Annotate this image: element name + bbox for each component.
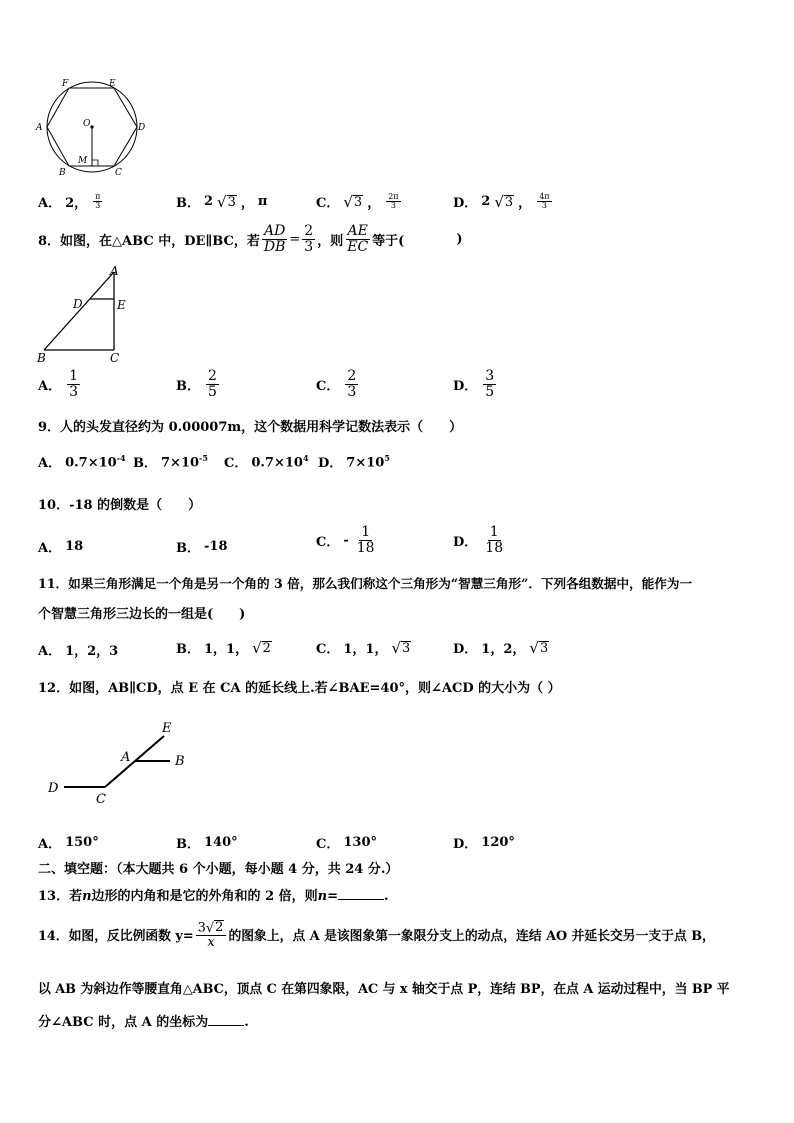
q8-option-c[interactable]: C． $\frac{2}{3}$ — [316, 368, 357, 400]
q7-option-c[interactable]: C． √ 3 ， $\frac{2\pi}{3}$ — [316, 191, 399, 211]
q14-line-2: 以 AB 为斜边作等腰直角△ABC，顶点 C 在第四象限，AC 与 x 轴交于点 P，连结 BP，在点 A 运动过程中，当 BP 平 — [38, 982, 730, 997]
parallel-lines-figure — [40, 712, 200, 812]
label-B: B — [59, 168, 66, 178]
q12-option-c[interactable]: C． 130° — [316, 835, 377, 852]
label-B: B — [37, 351, 46, 365]
section-heading: 二、填空题：（本大题共 6 个小题，每小题 4 分，共 24 分.） — [38, 862, 399, 877]
q9-option-c[interactable]: C． $0.7\times 10^4$ — [224, 452, 309, 471]
sqrt-symbol: √ 3 — [529, 638, 549, 657]
q7-option-a[interactable]: A． 2， $\frac{\pi}{3}$ — [38, 191, 101, 211]
label-A: A — [110, 264, 119, 278]
sqrt-symbol: √ 3 — [343, 192, 363, 211]
q7-option-d[interactable]: D． 2 √ 3 ， $\frac{4\pi}{3}$ — [453, 191, 550, 211]
label-C: C — [110, 351, 120, 365]
label-A: A — [121, 750, 131, 765]
q7-option-b[interactable]: B． 2 √ 3 ， π — [176, 192, 268, 211]
q11-line-2: 个智慧三角形三边长的一组是( ) — [38, 607, 246, 622]
label-F: F — [62, 79, 69, 89]
q13-stem: 13．若n边形的内角和是它的外角和的 2 倍，则n= . — [38, 889, 389, 904]
q11-option-b[interactable]: B． 1，1， √ 2 — [176, 638, 271, 657]
label-O: O — [83, 119, 91, 129]
sqrt-symbol: √ 2 — [205, 920, 224, 936]
sqrt-symbol: √ 3 — [391, 638, 411, 657]
q8-option-a[interactable]: A． $\frac{1}{3}$ — [38, 368, 79, 400]
hexagon-circle-figure — [30, 72, 160, 182]
q11-option-a[interactable]: A． 1，2，3 — [38, 644, 119, 659]
label-E: E — [162, 721, 172, 736]
q9-option-b[interactable]: B． $7\times 10^{-5}$ — [133, 452, 208, 471]
q10-stem: 10．-18 的倒数是（ ） — [38, 498, 202, 513]
answer-blank[interactable] — [338, 899, 384, 900]
label-C: C — [115, 168, 122, 178]
q12-option-d[interactable]: D． 120° — [453, 835, 515, 852]
q11-line-1: 11．如果三角形满足一个角是另一个角的 3 倍，那么我们称这个三角形为“智慧三角形”．下列各组数据中，能作为一 — [38, 576, 693, 591]
label-C: C — [96, 792, 106, 807]
q14-line-1: 14．如图，反比例函数 y= 3 √ 2 x 的图象上，点 A 是该图象第一象限分支上的动点，连结 AO 并延长交另一支于点 B， — [38, 920, 715, 951]
triangle-figure — [34, 262, 134, 366]
q12-stem: 12．如图，AB∥CD，点 E 在 CA 的延长线上.若∠BAE=40°，则∠ACD 的大小为（ ） — [38, 681, 561, 696]
label-E: E — [117, 298, 126, 312]
label-M: M — [78, 156, 88, 166]
q10-option-a[interactable]: A． 18 — [38, 539, 84, 556]
sqrt-symbol: √ 3 — [494, 192, 514, 211]
label-D: D — [73, 297, 83, 311]
label-E: E — [109, 79, 116, 89]
q11-option-d[interactable]: D． 1，2， √ 3 — [453, 638, 549, 657]
label-D: D — [48, 781, 59, 796]
q12-option-a[interactable]: A． 150° — [38, 835, 99, 852]
label-D: D — [138, 123, 146, 133]
label-A: A — [36, 123, 43, 133]
q14-line-3: 分∠ABC 时，点 A 的坐标为 . — [38, 1015, 249, 1030]
sqrt-symbol: √ 2 — [252, 638, 271, 657]
q8-option-d[interactable]: D． $\frac{3}{5}$ — [453, 368, 495, 400]
q9-option-d[interactable]: D． $7\times 10^5$ — [318, 452, 390, 471]
q10-option-d[interactable]: D． $\frac{1}{18}$ — [453, 524, 504, 556]
q9-option-a[interactable]: A． $0.7\times 10^{-4}$ — [38, 452, 126, 471]
q10-option-b[interactable]: B． -18 — [176, 539, 228, 556]
q10-option-c[interactable]: C． - $\frac{1}{18}$ — [316, 524, 375, 556]
q9-stem: 9．人的头发直径约为 0.00007m，这个数据用科学记数法表示（ ） — [38, 420, 463, 435]
q8-option-b[interactable]: B． $\frac{2}{5}$ — [176, 368, 217, 400]
answer-blank[interactable] — [208, 1025, 244, 1026]
q8-stem: 8．如图，在△ABC 中，DE∥BC，若 $\frac{AD}{DB}$ = $\frac{2}{3}$ ，则 $\frac{AE}{EC}$ 等于( ) — [38, 223, 463, 255]
q11-option-c[interactable]: C． 1，1， √ 3 — [316, 638, 411, 657]
sqrt-symbol: √ 3 — [217, 192, 236, 211]
label-B: B — [175, 754, 185, 769]
q12-option-b[interactable]: B． 140° — [176, 835, 238, 852]
